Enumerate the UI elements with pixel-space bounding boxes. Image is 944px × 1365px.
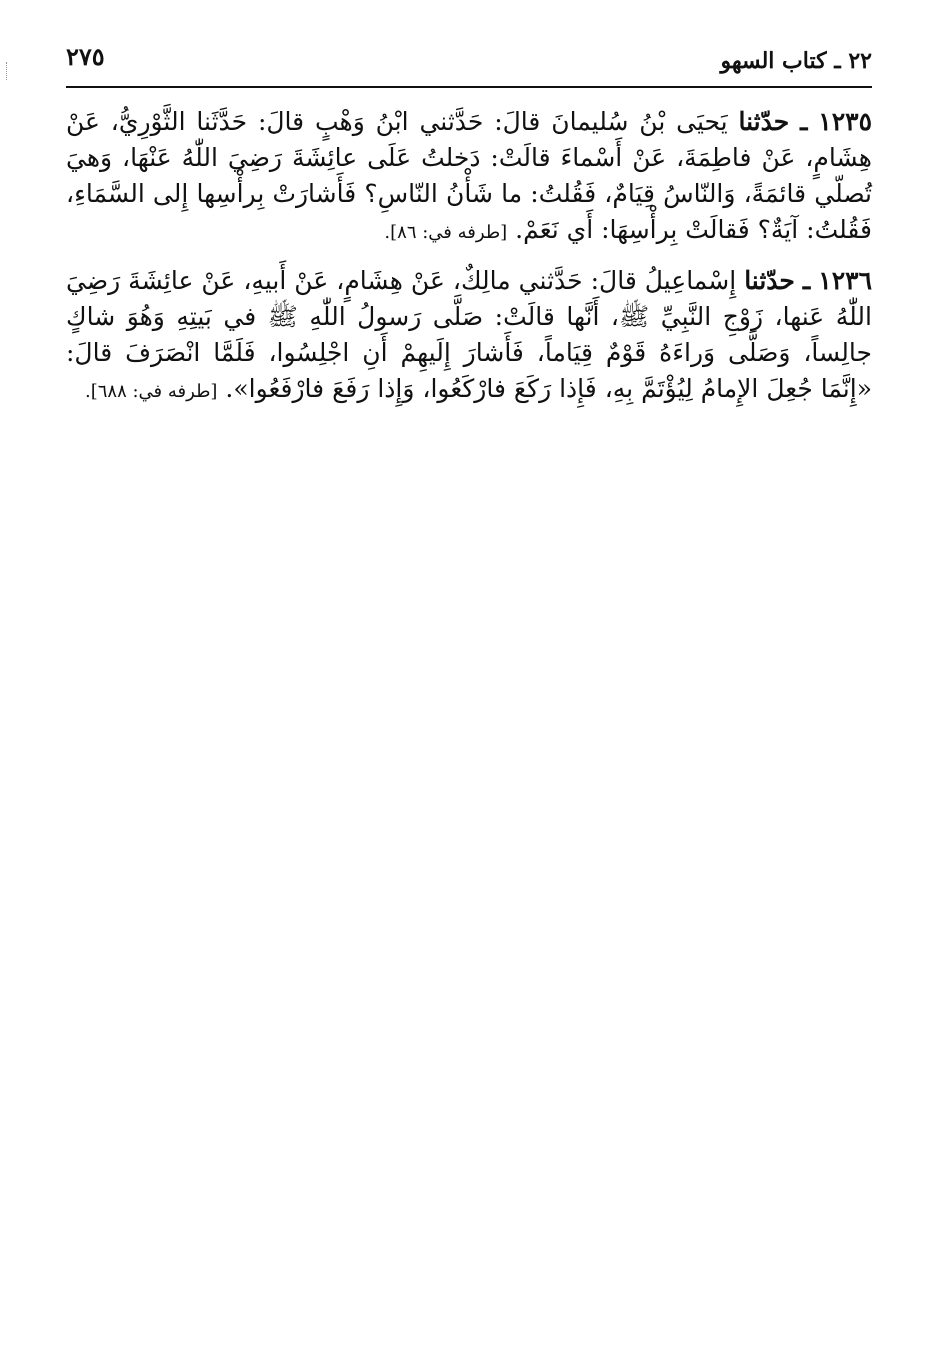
hadith-crossref: [طرفه في: ٦٨٨]. bbox=[85, 381, 218, 402]
margin-mark bbox=[6, 62, 9, 80]
hadith-number: ١٢٣٥ bbox=[818, 107, 873, 136]
hadith-dash: ـ bbox=[800, 107, 808, 136]
hadith-crossref: [طرفه في: ٨٦]. bbox=[384, 222, 508, 243]
hadith-intro: حدّثنا bbox=[738, 107, 790, 136]
hadith-text: يَحيَى بْنُ سُليمانَ قالَ: حَدَّثني ابْنُ وَهْبٍ قالَ: حَدَّثَنا الثَّوْرِيُّ، عَنْ هِشَامٍ، عَنْ فاطِمَةَ، عَنْ أَسْماءَ قالَتْ: دَخلتُ عَلَى عائِشَةَ رَضِيَ اللّٰهُ عَنْهَا، وَهيَ تُصلّي قائمَةً، وَالنّاسُ قِيَامٌ، فَقُلتُ: ما شَأْنُ النّاسِ؟ فَأَشارَتْ بِرأْسِها إِلى السَّمَاءِ، فَقُلتُ: آيَةٌ؟ فَقالَتْ بِرأْسِهَا: أَي نَعَمْ. bbox=[66, 107, 872, 244]
header-rule bbox=[66, 86, 872, 88]
page-number: ٢٧٥ bbox=[66, 42, 105, 71]
hadith-number: ١٢٣٦ bbox=[818, 266, 872, 295]
hadith-intro: حدّثنا bbox=[744, 266, 795, 295]
hadith-dash: ـ bbox=[802, 266, 811, 295]
hadith-text: إِسْماعِيلُ قالَ: حَدَّثني مالِكٌ، عَنْ هِشَامٍ، عَنْ أَبيهِ، عَنْ عائِشَةَ رَضِيَ اللّٰهُ عَنها، زَوْجِ النَّبِيِّ ﷺ، أَنَّها قالَتْ: صَلَّى رَسولُ اللّٰهِ ﷺ في بَيتِهِ وَهُوَ شاكٍ جالِساً، وَصَلَّى وَراءَهُ قَوْمٌ قِيَاماً، فَأَشارَ إِلَيهِمْ أَنِ اجْلِسُوا، فَلَمَّا انْصَرَفَ قالَ: «إِنَّمَا جُعِلَ الإِمامُ لِيُؤْتَمَّ بِهِ، فَإِذا رَكَعَ فارْكَعُوا، وَإِذا رَفَعَ فارْفَعُوا». bbox=[66, 266, 872, 403]
chapter-title: ٢٢ ـ كتاب السهو bbox=[720, 48, 872, 74]
page-content bbox=[66, 104, 872, 422]
hadith-1235 bbox=[66, 104, 872, 251]
hadith-1236 bbox=[66, 263, 872, 410]
page-header bbox=[66, 38, 872, 82]
